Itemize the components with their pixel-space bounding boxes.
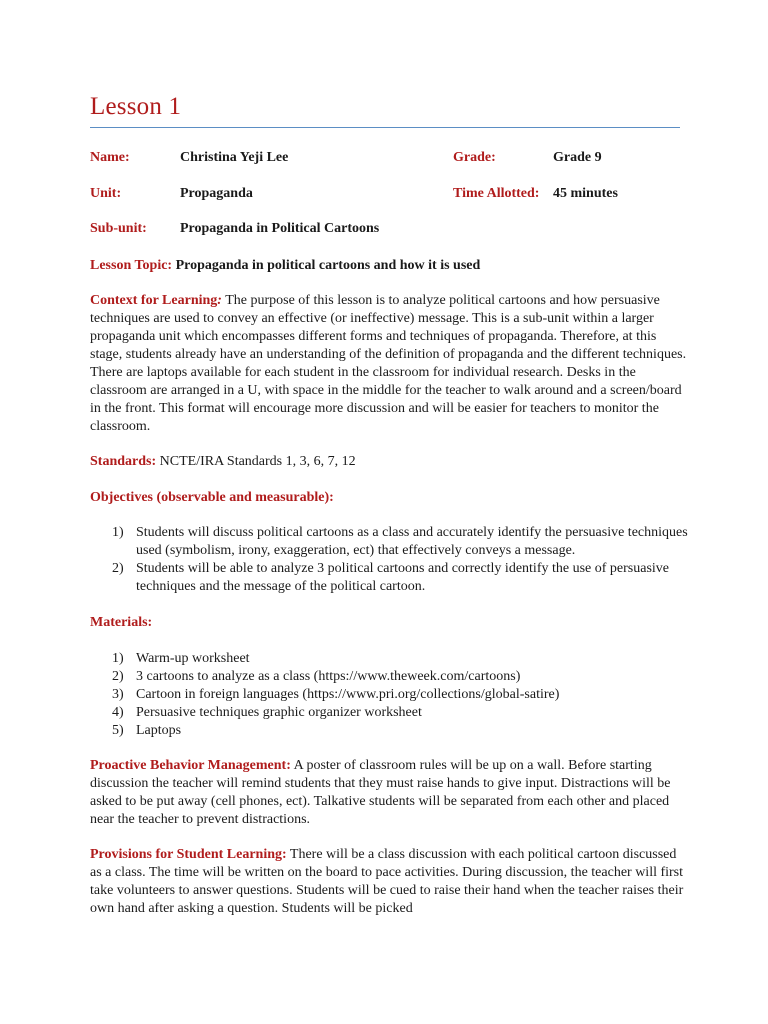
list-item: 1) Students will discuss political cartoons as a class and accurately identify the persuasive techniques used (symbolism, irony, exaggeration, ect) that effectively conveys a message.: [112, 525, 688, 558]
lesson-topic-value: Propaganda in political cartoons and how it is used: [175, 258, 481, 273]
standards-label: Standards:: [90, 454, 157, 469]
list-item: 1) Warm-up worksheet: [112, 651, 250, 666]
list-item: 5) Laptops: [112, 723, 182, 738]
list-item: 4) Persuasive techniques graphic organizer worksheet: [112, 705, 422, 720]
name-value: Christina Yeji Lee: [180, 150, 289, 165]
context-colon: :: [217, 293, 222, 308]
objectives-list: [112, 524, 702, 596]
materials-label: Materials:: [90, 615, 153, 630]
lesson-topic: [90, 257, 480, 275]
context-label: Context for Learning: [90, 293, 218, 308]
provisions-label: Provisions for Student Learning:: [90, 847, 287, 862]
behavior-text: A poster of classroom rules will be up on a wall. Before starting discussion the teacher will remind students that they must raise hands to give input. Distractions will be asked to be put away (cell phones, ect). Talkative students will be separated from each other and placed near the teacher to prevent distractions.: [90, 758, 671, 827]
list-item: 2) 3 cartoons to analyze as a class (https://www.theweek.com/cartoons): [112, 669, 521, 684]
objectives-label: Objectives (observable and measurable):: [90, 490, 334, 505]
standards-text: NCTE/IRA Standards 1, 3, 6, 7, 12: [156, 454, 356, 469]
context-text: The purpose of this lesson is to analyze political cartoons and how persuasive techniques are used to convey an effective (or ineffective) message. This is a sub-unit within a larger propaganda unit which encompasses different forms and techniques of propaganda. Therefore, at this stage, students already have an understanding of the definition of propaganda and the different techniques. There are laptops available for each student in the classroom for individual research. Desks in the classroom are arranged in a U, with space in the middle for the teacher to walk around and a screen/board in the front. This format will encourage more discussion and will be easier for teachers to monitor the classroom.: [90, 293, 687, 434]
title-underline: [90, 127, 680, 128]
provisions-text: There will be a class discussion with each political cartoon discussed as a class. The time will be written on the board to pace activities. During discussion, the teacher will first take volunteers to answer questions. Students will be cued to raise their hand when the teacher raises their own hand after asking a question. Students will be picked: [90, 847, 684, 916]
unit-label: Unit:: [90, 186, 122, 201]
grade-value: Grade 9: [553, 150, 602, 165]
behavior-label: Proactive Behavior Management:: [90, 758, 291, 773]
grade-label: Grade:: [453, 150, 496, 165]
subunit-label: Sub-unit:: [90, 221, 147, 236]
lesson-topic-label: Lesson Topic:: [90, 258, 173, 273]
unit-value: Propaganda: [180, 186, 253, 201]
list-item: 3) Cartoon in foreign languages (https://www.pri.org/collections/global-satire): [112, 687, 560, 702]
name-label: Name:: [90, 150, 130, 165]
subunit-value: Propaganda in Political Cartoons: [180, 221, 380, 236]
time-allotted-value: 45 minutes: [553, 186, 618, 201]
standards: [90, 453, 356, 471]
time-allotted-label: Time Allotted:: [453, 186, 540, 201]
lesson-title: Lesson 1: [90, 93, 182, 120]
context-for-learning: [90, 292, 690, 436]
provisions-for-learning: [90, 846, 690, 918]
list-item: 2) Students will be able to analyze 3 political cartoons and correctly identify the use of persuasive techniques and the message of the political cartoon.: [112, 561, 669, 594]
materials-list: [112, 650, 702, 740]
behavior-management: [90, 757, 690, 829]
